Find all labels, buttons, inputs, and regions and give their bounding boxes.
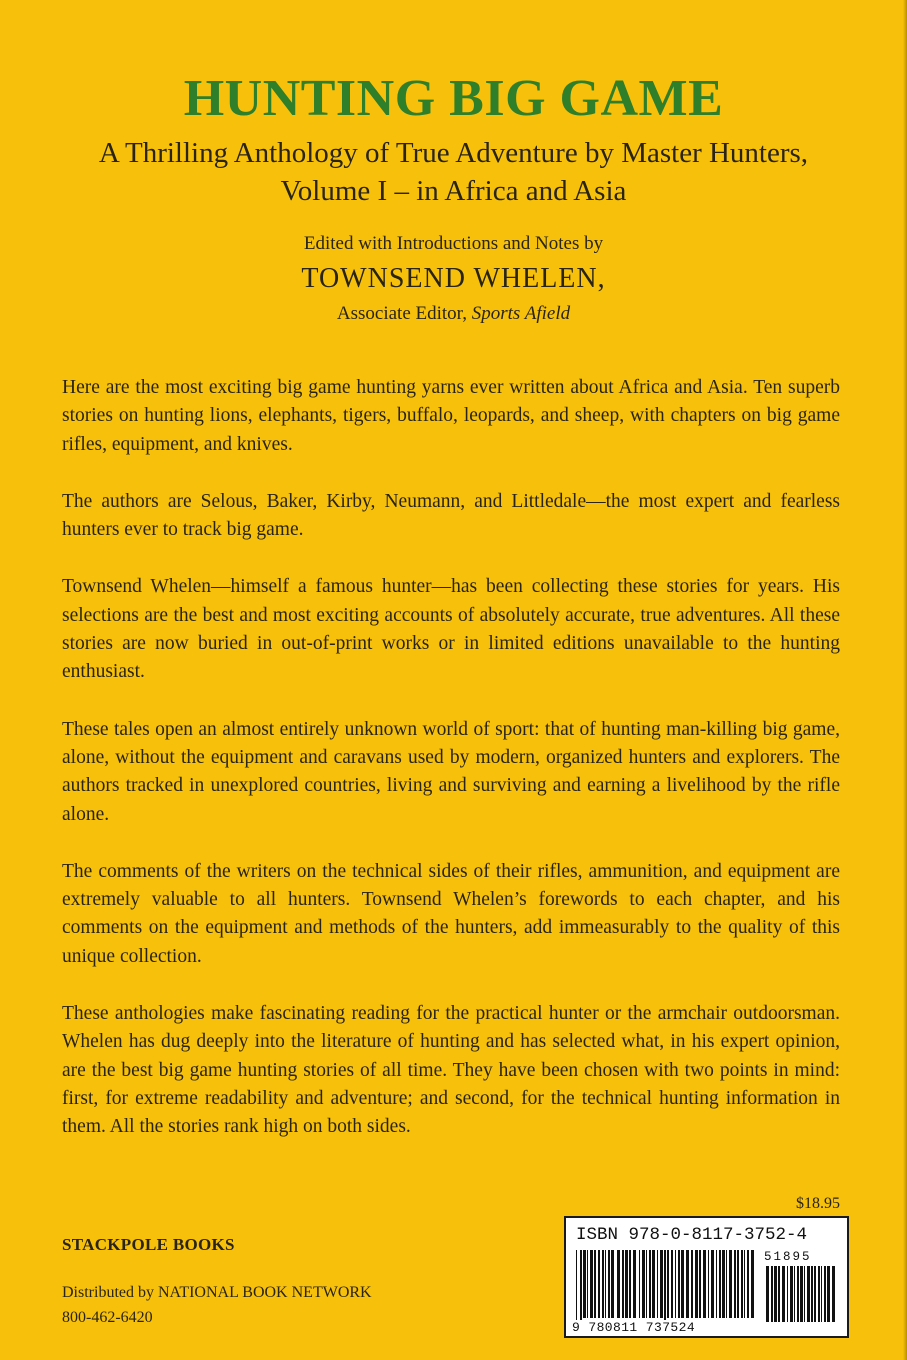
barcode-bar: [729, 1250, 732, 1318]
book-title: HUNTING BIG GAME: [183, 70, 724, 127]
barcode-addon-bar: [771, 1266, 773, 1322]
barcode-bar: [734, 1250, 736, 1318]
barcode-bar: [598, 1250, 600, 1318]
barcode-addon-bar: [774, 1266, 777, 1322]
barcode-main-digits: 9 780811 737524: [572, 1320, 696, 1335]
barcode-bar: [657, 1250, 658, 1318]
description-paragraph: These anthologies make fascinating reading for the practical hunter or the armchair outdoorsman. Whelen has dug deeply into the literature of hunting and has selected what, in his expert opinion, are the best big game hunting stories of all time. They have been chosen with two points in mind: first, for extreme readability and adventure; and second, for the technical hunting information in them. All the stories rank high on both sides.: [62, 1003, 840, 1138]
barcode-addon-bar: [804, 1266, 805, 1322]
barcode-addon-digits: 51895: [764, 1250, 812, 1264]
description-paragraph: Townsend Whelen—himself a famous hunter—has been collecting these stories for years. His selections are the best and most exciting accounts of absolutely accurate, true adventures. All these stories are now buried in out-of-print works or in limited editions unavailable to the hunting enthusiast.: [62, 576, 840, 683]
distributor-phone: 800-462-6420: [62, 1309, 153, 1326]
barcode-bar: [747, 1250, 749, 1318]
subtitle-line-1: A Thrilling Anthology of True Adventure by Master Hunters,: [98, 137, 809, 169]
barcode-bar: [708, 1250, 709, 1318]
book-subtitle: [0, 134, 907, 210]
isbn-barcode: [564, 1216, 849, 1338]
barcode-bar: [691, 1250, 693, 1318]
barcode-bar: [649, 1250, 651, 1318]
barcode-bar: [605, 1250, 606, 1318]
barcode-bar: [744, 1250, 745, 1318]
barcode-bar: [681, 1250, 684, 1318]
description-paragraph: The comments of the writers on the technical sides of their rifles, ammunition, and equipment are extremely valuable to all hunters. Townsend Whelen’s forewords to each chapter, and his comments on the equipment and methods of the hunters, add immeasurably to the quality of this unique collection.: [62, 860, 840, 967]
barcode-bar: [660, 1250, 663, 1318]
description-body: [62, 374, 840, 1171]
barcode-bar: [602, 1250, 604, 1318]
barcode-bar: [686, 1250, 689, 1318]
barcode-bar: [664, 1250, 666, 1322]
subtitle-line-2: Volume I – in Africa and Asia: [280, 175, 627, 207]
barcode-bar: [652, 1250, 655, 1318]
barcode-bar: [590, 1250, 593, 1318]
barcode-bar: [583, 1250, 586, 1318]
barcode-addon-bar: [787, 1266, 788, 1322]
barcode-addon-bar: [800, 1266, 803, 1322]
edited-by-line: Edited with Introductions and Notes by: [303, 233, 604, 254]
publisher-name: STACKPOLE BOOKS: [62, 1235, 235, 1254]
barcode-addon-bar: [818, 1266, 820, 1322]
barcode-addon-bar: [782, 1266, 785, 1322]
barcode-addon-bar: [797, 1266, 799, 1322]
price-label: $18.95: [796, 1195, 840, 1212]
barcode-bar: [722, 1250, 725, 1318]
barcode-bar: [671, 1250, 673, 1318]
barcode-bar: [667, 1250, 669, 1318]
editor-name: TOWNSEND WHELEN,: [301, 263, 606, 294]
barcode-addon-bar: [811, 1266, 813, 1322]
barcode-bar: [675, 1250, 676, 1318]
barcode-addon-bar: [766, 1266, 769, 1322]
barcode-bar: [699, 1250, 701, 1318]
barcode-bar: [741, 1250, 743, 1318]
editor-role-prefix: Associate Editor,: [336, 303, 467, 324]
barcode-bar: [646, 1250, 647, 1318]
barcode-addon-bar: [821, 1266, 822, 1322]
barcode-addon-bar: [794, 1266, 795, 1322]
barcode-addon-bar: [814, 1266, 816, 1322]
barcode-addon-bar: [807, 1266, 810, 1322]
barcode-bar: [726, 1250, 727, 1318]
barcode-addon-bar: [790, 1266, 793, 1322]
barcode-addon-bar: [778, 1266, 780, 1322]
barcode-bar: [711, 1250, 714, 1318]
barcode-bar: [719, 1250, 721, 1318]
barcode-bar: [608, 1250, 610, 1318]
barcode-bar: [639, 1250, 640, 1318]
barcode-bar: [617, 1250, 620, 1318]
barcode-bar: [716, 1250, 717, 1318]
barcode-bar: [703, 1250, 706, 1318]
description-paragraph: These tales open an almost entirely unknown world of sport: that of hunting man-killing big game, alone, without the equipment and caravans used by modern, organized hunters and explorers. The authors tracked in unexplored countries, living and surviving and earning a livelihood by the rifle alone.: [62, 718, 840, 825]
barcode-addon-bar: [832, 1266, 835, 1322]
barcode-addon-bar: [827, 1266, 830, 1322]
barcode-bar: [678, 1250, 680, 1318]
barcode-bar: [622, 1250, 624, 1318]
barcode-bar: [625, 1250, 628, 1318]
barcode-bar: [576, 1250, 577, 1322]
barcode-bar: [695, 1250, 698, 1318]
barcode-bar: [587, 1250, 588, 1318]
barcode-bar: [633, 1250, 636, 1318]
barcode-bar: [629, 1250, 631, 1318]
editor-role: [0, 302, 907, 326]
editor-role-publication: Sports Afield: [471, 303, 571, 324]
description-paragraph: The authors are Selous, Baker, Kirby, Neumann, and Littledale—the most expert and fearless hunters ever to track big game.: [62, 490, 840, 541]
barcode-bar: [737, 1250, 739, 1318]
barcode-addon-bar: [824, 1266, 826, 1322]
description-paragraph: Here are the most exciting big game hunting yarns ever written about Africa and Asia. Ten superb stories on hunting lions, elephants, tigers, buffalo, leopards, and sheep, with chapters on big game rifles, equipment, and knives.: [62, 377, 840, 455]
distributor-line: Distributed by NATIONAL BOOK NETWORK: [62, 1284, 372, 1301]
barcode-bar: [751, 1250, 754, 1318]
barcode-bar: [580, 1250, 582, 1322]
barcode-bar: [611, 1250, 614, 1318]
barcode-bar: [594, 1250, 596, 1318]
isbn-label: ISBN 978-0-8117-3752-4: [576, 1225, 808, 1245]
barcode-bar: [642, 1250, 645, 1318]
